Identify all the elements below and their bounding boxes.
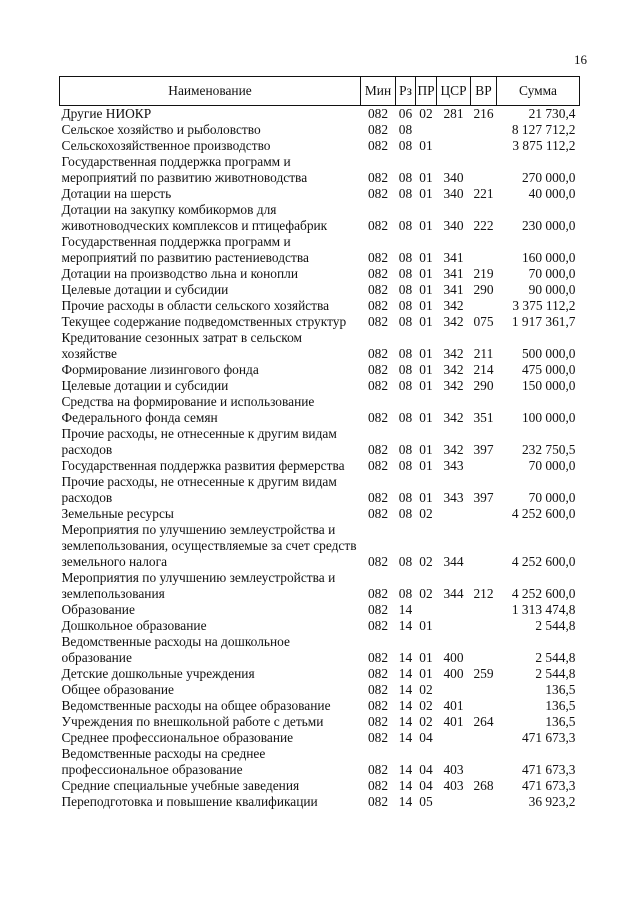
row-csr <box>437 682 471 698</box>
row-name: Образование <box>61 602 135 617</box>
row-pr: 01 <box>419 186 433 201</box>
budget-table <box>59 76 580 810</box>
row-pr: 01 <box>419 298 433 313</box>
row-rz: 14 <box>398 794 413 809</box>
row-rz: 08 <box>398 362 413 377</box>
row-csr: 340 <box>443 170 464 185</box>
row-name: Сельское хозяйство и рыболовство <box>61 122 261 137</box>
row-sum: 100 000,0 <box>521 410 576 425</box>
row-sum: 136,5 <box>545 698 576 713</box>
row-min: 082 <box>367 714 389 729</box>
row-name: Ведомственные расходы на общее образование <box>61 698 331 713</box>
row-csr: 343 <box>443 490 464 505</box>
row-sum: 2 544,8 <box>535 650 576 665</box>
row-pr: 01 <box>419 410 433 425</box>
row-min: 082 <box>367 506 389 521</box>
row-min: 082 <box>367 346 389 361</box>
row-min: 082 <box>367 698 389 713</box>
row-pr: 02 <box>419 698 433 713</box>
row-sum: 3 875 112,2 <box>512 138 576 153</box>
table-row <box>60 362 580 378</box>
row-sum: 230 000,0 <box>521 218 576 233</box>
row-pr: 01 <box>419 490 433 505</box>
row-rz: 14 <box>398 762 413 777</box>
row-name: Детские дошкольные учреждения <box>61 666 255 681</box>
page-number: 16 <box>574 52 587 67</box>
row-name: Государственная поддержка развития фермерства <box>61 458 345 473</box>
row-name: Государственная поддержка программ и мероприятий по развитию растениеводства <box>61 234 309 265</box>
table-row <box>60 506 580 522</box>
row-name: Целевые дотации и субсидии <box>61 282 229 297</box>
header-sum: Сумма <box>497 77 580 106</box>
row-sum: 232 750,5 <box>521 442 576 457</box>
row-sum: 2 544,8 <box>535 666 576 681</box>
row-rz: 14 <box>398 730 413 745</box>
row-vr <box>471 698 497 714</box>
row-rz: 08 <box>398 490 413 505</box>
row-name: Формирование лизингового фонда <box>61 362 259 377</box>
row-csr: 342 <box>443 442 464 457</box>
row-rz: 14 <box>398 682 413 697</box>
row-min: 082 <box>367 122 389 137</box>
row-rz: 08 <box>398 122 413 137</box>
header-vr: ВР <box>471 77 497 106</box>
row-rz: 06 <box>398 106 413 121</box>
header-min: Мин <box>361 77 396 106</box>
row-min: 082 <box>367 362 389 377</box>
row-sum: 136,5 <box>545 714 576 729</box>
row-rz: 08 <box>398 266 413 281</box>
row-rz: 08 <box>398 298 413 313</box>
table-body <box>60 106 580 811</box>
row-csr: 342 <box>443 298 464 313</box>
row-name: Ведомственные расходы на дошкольное образование <box>61 634 290 665</box>
table-row <box>60 618 580 634</box>
table-row <box>60 106 580 123</box>
row-csr: 400 <box>443 666 464 681</box>
table-row <box>60 794 580 810</box>
row-vr: 268 <box>473 778 494 793</box>
table-row <box>60 570 580 602</box>
row-vr <box>471 634 497 666</box>
row-csr: 400 <box>443 650 464 665</box>
header-rz: Рз <box>396 77 416 106</box>
row-csr <box>437 794 471 810</box>
row-pr: 01 <box>419 138 433 153</box>
row-vr <box>471 234 497 266</box>
row-min: 082 <box>367 106 389 121</box>
row-vr <box>471 298 497 314</box>
row-sum: 2 544,8 <box>535 618 576 633</box>
row-pr: 01 <box>419 346 433 361</box>
row-pr: 01 <box>419 666 433 681</box>
table-row <box>60 282 580 298</box>
row-vr <box>471 138 497 154</box>
row-vr: 259 <box>473 666 494 681</box>
row-rz: 14 <box>398 666 413 681</box>
row-vr <box>471 618 497 634</box>
row-min: 082 <box>367 186 389 201</box>
row-rz: 08 <box>398 170 413 185</box>
row-rz: 08 <box>398 442 413 457</box>
row-sum: 471 673,3 <box>521 730 576 745</box>
row-name: Дотации на производство льна и конопли <box>61 266 299 281</box>
row-min: 082 <box>367 794 389 809</box>
row-pr: 01 <box>419 378 433 393</box>
row-min: 082 <box>367 298 389 313</box>
row-pr <box>416 602 437 618</box>
table-row <box>60 298 580 314</box>
table-row <box>60 602 580 618</box>
row-csr: 342 <box>443 346 464 361</box>
row-vr <box>471 602 497 618</box>
header-name: Наименование <box>60 77 361 106</box>
header-pr: ПР <box>416 77 437 106</box>
row-csr <box>437 602 471 618</box>
row-sum: 8 127 712,2 <box>511 122 576 137</box>
row-min: 082 <box>367 138 389 153</box>
row-min: 082 <box>367 682 389 697</box>
row-sum: 1 917 361,7 <box>511 314 576 329</box>
table-row <box>60 330 580 362</box>
row-min: 082 <box>367 378 389 393</box>
table-row <box>60 730 580 746</box>
row-sum: 4 252 600,0 <box>511 586 576 601</box>
row-sum: 1 313 474,8 <box>511 602 576 617</box>
row-csr: 344 <box>443 586 464 601</box>
row-pr: 01 <box>419 250 433 265</box>
row-rz: 14 <box>398 778 413 793</box>
row-name: Общее образование <box>61 682 174 697</box>
table-row <box>60 474 580 506</box>
row-csr: 344 <box>443 554 464 569</box>
table-row <box>60 122 580 138</box>
row-csr: 403 <box>443 778 464 793</box>
row-pr: 04 <box>419 730 433 745</box>
table-row <box>60 426 580 458</box>
row-min: 082 <box>367 602 389 617</box>
table-row <box>60 682 580 698</box>
row-sum: 471 673,3 <box>521 778 576 793</box>
table-row <box>60 634 580 666</box>
row-rz: 08 <box>398 218 413 233</box>
row-sum: 475 000,0 <box>521 362 576 377</box>
row-name: Учреждения по внешкольной работе с детьми <box>61 714 324 729</box>
row-pr: 01 <box>419 650 433 665</box>
table-row <box>60 458 580 474</box>
row-name: Переподготовка и повышение квалификации <box>61 794 318 809</box>
row-sum: 90 000,0 <box>528 282 576 297</box>
row-pr: 02 <box>419 554 433 569</box>
row-vr: 211 <box>473 346 494 361</box>
row-vr <box>471 730 497 746</box>
table-row <box>60 154 580 186</box>
row-rz: 08 <box>398 586 413 601</box>
row-pr: 01 <box>419 282 433 297</box>
row-rz: 08 <box>398 250 413 265</box>
row-pr: 01 <box>419 362 433 377</box>
row-vr <box>471 154 497 186</box>
row-rz: 08 <box>398 506 413 521</box>
row-name: Дотации на шерсть <box>61 186 172 201</box>
row-csr <box>437 618 471 634</box>
table-row <box>60 202 580 234</box>
row-rz: 14 <box>398 714 413 729</box>
row-pr <box>416 122 437 138</box>
row-name: Земельные ресурсы <box>61 506 174 521</box>
table-row <box>60 698 580 714</box>
row-vr: 214 <box>473 362 494 377</box>
row-name: Сельскохозяйственное производство <box>61 138 271 153</box>
table-row <box>60 378 580 394</box>
row-min: 082 <box>367 282 389 297</box>
table-row <box>60 314 580 330</box>
row-name: Государственная поддержка программ и мероприятий по развитию животноводства <box>61 154 308 185</box>
row-sum: 70 000,0 <box>528 458 576 473</box>
row-rz: 08 <box>398 554 413 569</box>
row-vr: 221 <box>473 186 494 201</box>
row-csr: 340 <box>443 218 464 233</box>
row-sum: 4 252 600,0 <box>511 506 576 521</box>
row-sum: 136,5 <box>545 682 576 697</box>
row-sum: 3 375 112,2 <box>512 298 576 313</box>
row-name: Прочие расходы в области сельского хозяйства <box>61 298 330 313</box>
row-csr: 403 <box>443 762 464 777</box>
row-csr <box>437 730 471 746</box>
row-csr: 342 <box>443 314 464 329</box>
row-pr: 04 <box>419 762 433 777</box>
row-min: 082 <box>367 762 389 777</box>
header-csr: ЦСР <box>437 77 471 106</box>
row-csr: 401 <box>443 698 464 713</box>
row-pr: 02 <box>419 682 433 697</box>
row-pr: 01 <box>419 458 433 473</box>
row-pr: 01 <box>419 314 433 329</box>
row-pr: 01 <box>419 618 433 633</box>
row-sum: 70 000,0 <box>528 266 576 281</box>
row-csr: 341 <box>443 266 464 281</box>
row-rz: 08 <box>398 186 413 201</box>
row-vr: 075 <box>473 314 494 329</box>
row-sum: 471 673,3 <box>521 762 576 777</box>
row-name: Другие НИОКР <box>61 106 152 121</box>
row-sum: 500 000,0 <box>521 346 576 361</box>
row-sum: 160 000,0 <box>521 250 576 265</box>
row-csr: 341 <box>443 282 464 297</box>
row-csr <box>437 122 471 138</box>
row-name: Прочие расходы, не отнесенные к другим видам расходов <box>61 426 337 457</box>
row-vr: 219 <box>473 266 494 281</box>
row-vr: 397 <box>473 490 494 505</box>
row-pr: 01 <box>419 266 433 281</box>
row-name: Мероприятия по улучшению землеустройства и землепользования <box>61 570 336 601</box>
row-pr: 02 <box>419 106 433 121</box>
row-min: 082 <box>367 666 389 681</box>
row-min: 082 <box>367 170 389 185</box>
row-rz: 14 <box>398 618 413 633</box>
row-name: Прочие расходы, не отнесенные к другим видам расходов <box>61 474 337 505</box>
row-min: 082 <box>367 314 389 329</box>
row-rz: 08 <box>398 346 413 361</box>
row-vr: 212 <box>473 586 494 601</box>
row-vr <box>471 746 497 778</box>
row-csr: 343 <box>443 458 464 473</box>
row-vr: 290 <box>473 282 494 297</box>
row-rz: 08 <box>398 410 413 425</box>
row-name: Среднее профессиональное образование <box>61 730 294 745</box>
row-rz: 14 <box>398 698 413 713</box>
table-row <box>60 266 580 282</box>
row-vr <box>471 522 497 570</box>
row-min: 082 <box>367 730 389 745</box>
row-min: 082 <box>367 250 389 265</box>
row-rz: 08 <box>398 458 413 473</box>
row-name: Дошкольное образование <box>61 618 207 633</box>
row-pr: 02 <box>419 714 433 729</box>
row-sum: 150 000,0 <box>521 378 576 393</box>
row-name: Целевые дотации и субсидии <box>61 378 229 393</box>
row-pr: 01 <box>419 442 433 457</box>
row-min: 082 <box>367 650 389 665</box>
row-vr: 351 <box>473 410 494 425</box>
row-vr: 397 <box>473 442 494 457</box>
row-pr: 05 <box>419 794 433 809</box>
table-row <box>60 714 580 730</box>
row-sum: 36 923,2 <box>528 794 576 809</box>
row-vr <box>471 794 497 810</box>
table-row <box>60 666 580 682</box>
row-vr <box>471 122 497 138</box>
row-min: 082 <box>367 410 389 425</box>
row-pr: 02 <box>419 586 433 601</box>
row-csr: 281 <box>443 106 464 121</box>
table-row <box>60 138 580 154</box>
row-vr <box>471 458 497 474</box>
row-pr: 02 <box>419 506 433 521</box>
row-rz: 08 <box>398 378 413 393</box>
row-pr: 01 <box>419 170 433 185</box>
row-sum: 4 252 600,0 <box>511 554 576 569</box>
row-min: 082 <box>367 554 389 569</box>
row-sum: 21 730,4 <box>528 106 576 121</box>
row-min: 082 <box>367 458 389 473</box>
row-name: Мероприятия по улучшению землеустройства и землепользования, осуществляемые за счет средств земельного налога <box>61 522 357 569</box>
row-sum: 40 000,0 <box>528 186 576 201</box>
row-rz: 14 <box>398 650 413 665</box>
row-csr: 342 <box>443 362 464 377</box>
row-vr: 290 <box>473 378 494 393</box>
table-row <box>60 522 580 570</box>
row-name: Средние специальные учебные заведения <box>61 778 300 793</box>
table-row <box>60 778 580 794</box>
row-name: Средства на формирование и использование Федерального фонда семян <box>61 394 315 425</box>
row-rz: 08 <box>398 314 413 329</box>
table-row <box>60 394 580 426</box>
row-vr: 216 <box>473 106 494 121</box>
table-row <box>60 186 580 202</box>
row-pr: 01 <box>419 218 433 233</box>
table-row <box>60 234 580 266</box>
row-min: 082 <box>367 442 389 457</box>
row-min: 082 <box>367 266 389 281</box>
row-min: 082 <box>367 586 389 601</box>
row-rz: 08 <box>398 138 413 153</box>
row-csr: 342 <box>443 378 464 393</box>
row-vr <box>471 506 497 522</box>
table-header <box>60 77 580 106</box>
row-sum: 270 000,0 <box>521 170 576 185</box>
row-csr <box>437 138 471 154</box>
row-name: Ведомственные расходы на среднее профессиональное образование <box>61 746 266 777</box>
row-min: 082 <box>367 618 389 633</box>
row-min: 082 <box>367 218 389 233</box>
row-vr: 264 <box>473 714 494 729</box>
row-min: 082 <box>367 778 389 793</box>
row-vr: 222 <box>473 218 494 233</box>
row-csr <box>437 506 471 522</box>
row-csr: 340 <box>443 186 464 201</box>
table-row <box>60 746 580 778</box>
row-sum: 70 000,0 <box>528 490 576 505</box>
row-vr <box>471 682 497 698</box>
row-min: 082 <box>367 490 389 505</box>
row-csr: 401 <box>443 714 464 729</box>
row-name: Дотации на закупку комбикормов для животноводческих комплексов и птицефабрик <box>61 202 328 233</box>
row-pr: 04 <box>419 778 433 793</box>
row-csr: 342 <box>443 410 464 425</box>
row-name: Текущее содержание подведомственных структур <box>61 314 347 329</box>
row-name: Кредитование сезонных затрат в сельском хозяйстве <box>61 330 303 361</box>
row-csr: 341 <box>443 250 464 265</box>
row-rz: 08 <box>398 282 413 297</box>
row-rz: 14 <box>398 602 413 617</box>
